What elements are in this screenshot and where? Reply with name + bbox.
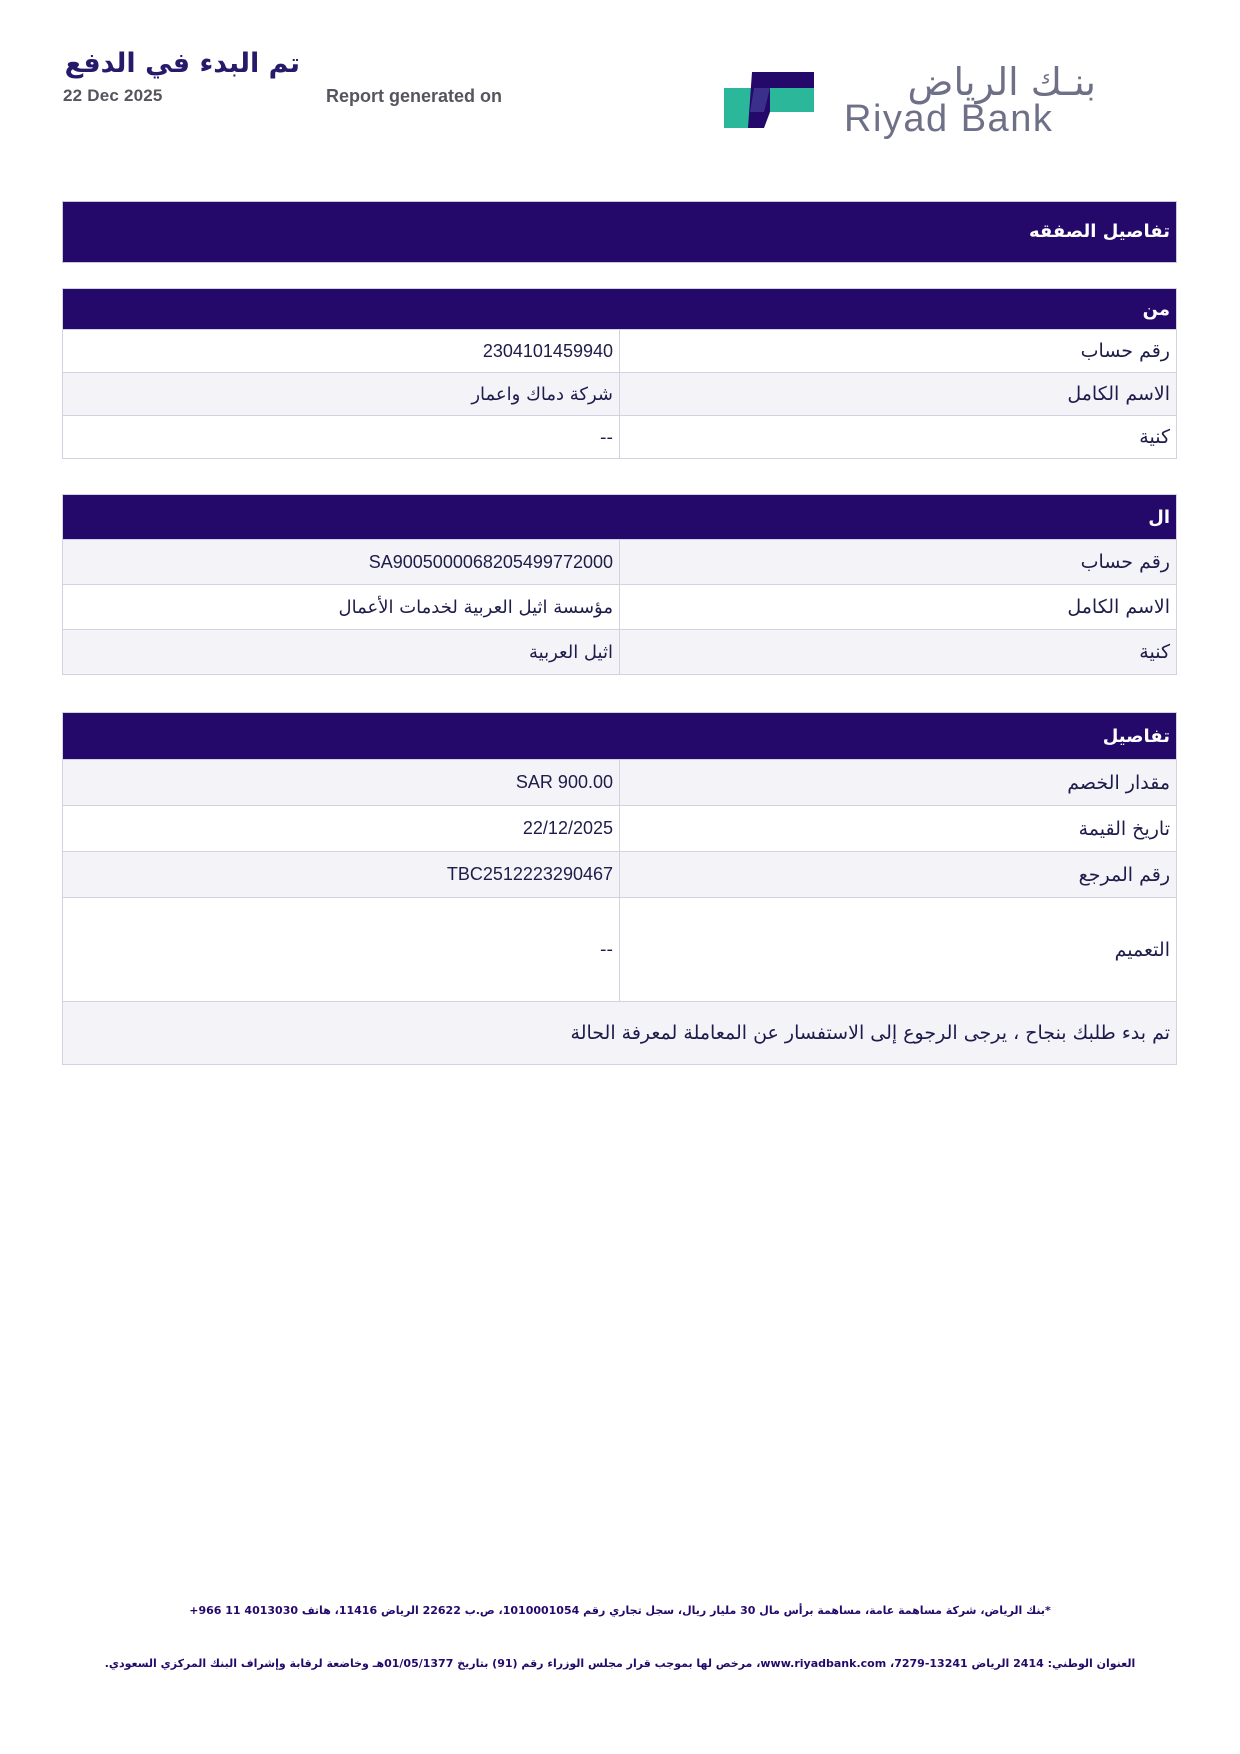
table-row	[63, 805, 1176, 851]
status-note: تم بدء طلبك بنجاح ، يرجى الرجوع إلى الاستفسار عن المعاملة لمعرفة الحالة	[63, 1001, 1176, 1064]
table-row	[63, 539, 1176, 584]
row-value: --	[600, 426, 613, 448]
report-date: 22 Dec 2025	[63, 86, 163, 105]
row-value: مؤسسة اثيل العربية لخدمات الأعمال	[338, 596, 613, 618]
table-row	[63, 329, 1176, 372]
to-table	[62, 494, 1177, 675]
row-label: الاسم الكامل	[619, 373, 1176, 415]
transaction-details-banner: تفاصيل الصفقه	[62, 201, 1177, 263]
riyad-bank-logo-icon	[724, 72, 814, 128]
details-heading: تفاصيل	[63, 713, 1176, 759]
table-row	[63, 897, 1176, 1001]
row-value: شركة دماك واعمار	[471, 383, 613, 405]
table-row	[63, 629, 1176, 674]
row-value: SAR 900.00	[515, 772, 613, 792]
details-table	[62, 712, 1177, 1065]
logo-arabic-text: بنـك الرياض	[907, 60, 1096, 104]
row-value: 2304101459940	[482, 340, 613, 361]
row-label: رقم حساب	[619, 330, 1176, 372]
row-value: 22/12/2025	[522, 818, 613, 838]
table-row	[63, 759, 1176, 805]
footer-line-2: العنوان الوطني: 2414 الرياض 13241-7279، www.riyadbank.com، مرخص لها بموجب قرار مجلس الوزراء رقم (91) بتاريخ 01/05/1377هـ وخاضعة لرقابة وإشراف البنك المركزي السعودي.	[104, 1657, 1136, 1670]
from-table	[62, 288, 1177, 459]
table-row	[63, 372, 1176, 415]
row-label: مقدار الخصم	[619, 760, 1176, 805]
row-value: --	[600, 939, 613, 960]
footer-line-1: *بنك الرياض، شركة مساهمة عامة، مساهمة برأس مال 30 مليار ريال، سجل تجاري رقم 1010001054، ص.ب 22622 الرياض 11416، هاتف 4013030 11 966+	[189, 1604, 1051, 1617]
row-label: كنية	[619, 630, 1176, 674]
row-label: رقم حساب	[619, 540, 1176, 584]
riyad-bank-logo	[724, 60, 1104, 140]
row-label: كنية	[619, 416, 1176, 458]
row-label: رقم المرجع	[619, 852, 1176, 897]
row-value: TBC2512223290467	[446, 864, 613, 884]
row-label: التعميم	[619, 898, 1176, 1001]
page-title: تم البدء في الدفع	[64, 48, 300, 79]
to-heading: ال	[63, 495, 1176, 539]
row-label: تاريخ القيمة	[619, 806, 1176, 851]
table-row	[63, 851, 1176, 897]
table-row	[63, 415, 1176, 458]
from-heading: من	[63, 289, 1176, 329]
row-value: SA9005000068205499772000	[368, 551, 613, 572]
row-label: الاسم الكامل	[619, 585, 1176, 629]
row-value: اثيل العربية	[529, 641, 613, 663]
logo-english-text: Riyad Bank	[844, 98, 1054, 140]
report-generated-label: Report generated on	[326, 86, 503, 106]
table-row	[63, 584, 1176, 629]
